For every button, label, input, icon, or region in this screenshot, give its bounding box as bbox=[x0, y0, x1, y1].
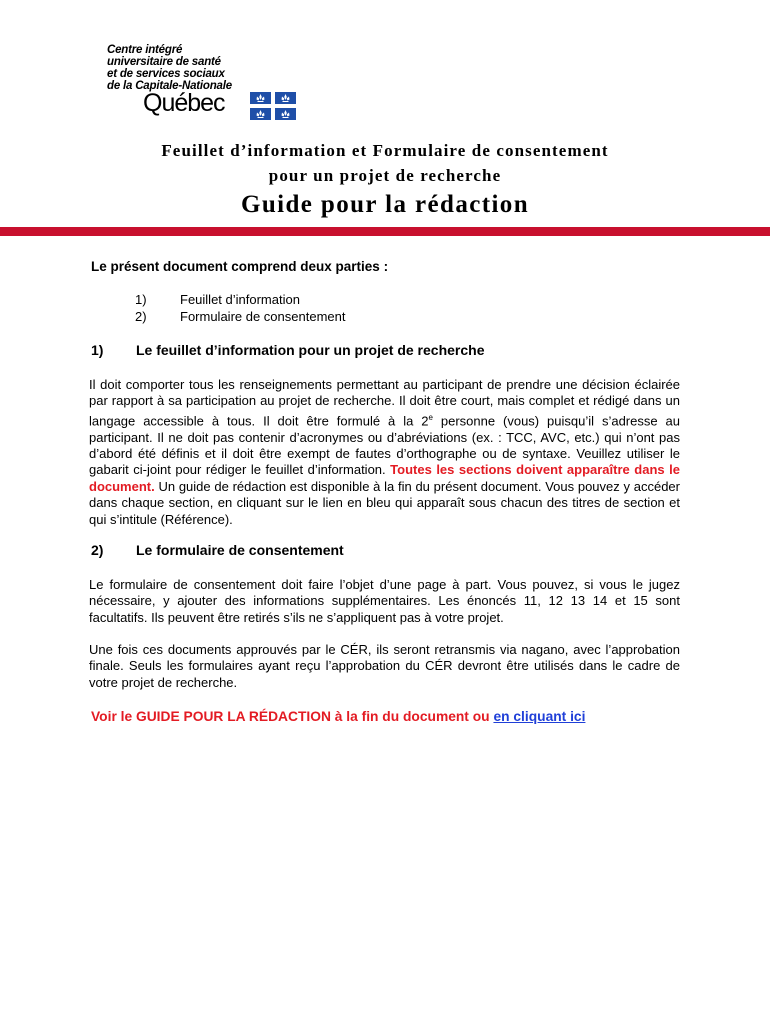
section-1-title: Le feuillet d’information pour un projet de recherche bbox=[136, 342, 485, 358]
part-label: Feuillet d’information bbox=[180, 292, 300, 307]
quebec-flag-icon bbox=[250, 92, 296, 120]
part-number: 2) bbox=[135, 309, 147, 324]
required-sections-notice: Toutes les sections doivent apparaître dans le document. bbox=[89, 462, 680, 494]
organization-logo bbox=[107, 44, 307, 120]
document-title-line-1: Feuillet d’information et Formulaire de consentement bbox=[161, 141, 609, 160]
section-1-number: 1) bbox=[91, 342, 104, 358]
org-name-line-1: Centre intégré bbox=[107, 44, 183, 56]
part-label: Formulaire de consentement bbox=[180, 309, 346, 324]
section-2-number: 2) bbox=[91, 542, 104, 558]
section-1-text-c: Un guide de rédaction est disponible à la fin du présent document. Vous pouvez y accéder dans chaque section, en cliquant sur le lien en bleu qui apparaît sous chacun des titres de section et qui s’intitule (Référence). bbox=[89, 478, 680, 527]
guide-link[interactable]: en cliquant ici bbox=[493, 709, 586, 724]
quebec-wordmark: Québec bbox=[143, 89, 225, 117]
section-2-paragraph-1: Le formulaire de consentement doit faire l’objet d’une page à part. Vous pouvez, si vous le jugez nécessaire, y ajouter des informations supplémentaires. Les énoncés 11, 12 13 14 et 15 sont facultatifs. Ils peuvent être retirés s’ils ne s’appliquent pas à votre projet. bbox=[89, 577, 680, 625]
section-1-text-b: personne (vous) puisqu’il s’adresse au participant. Il ne doit pas contenir d’acronymes ou d’abréviations (ex. : TCC, AVC, etc.) qui n’ont pas d’abord été définis et il doit être exempt de fautes d’orthographe ou de syntaxe. Veuillez utiliser le gabarit ci-joint pour rédiger le feuillet d’information. bbox=[89, 413, 680, 478]
header-red-bar bbox=[0, 227, 770, 236]
guide-title: Guide pour la rédaction bbox=[240, 191, 529, 218]
part-number: 1) bbox=[135, 292, 147, 307]
section-1-heading bbox=[91, 342, 484, 358]
section-1-paragraph bbox=[89, 377, 680, 528]
section-2-heading bbox=[91, 542, 344, 558]
org-name-line-4: de la Capitale-Nationale bbox=[107, 80, 232, 92]
parts-list-item bbox=[135, 308, 345, 325]
guide-reference-text: Voir le GUIDE POUR LA RÉDACTION à la fin du document ou bbox=[91, 709, 494, 724]
org-name-line-2: universitaire de santé bbox=[107, 56, 221, 68]
section-2-title: Le formulaire de consentement bbox=[136, 542, 344, 558]
intro-text: Le présent document comprend deux parties : bbox=[91, 259, 389, 274]
superscript: e bbox=[428, 412, 433, 422]
section-1-text-a: Il doit comporter tous les renseignements permettant au participant de prendre une décision éclairée par rapport à sa participation au projet de recherche. Il doit être court, mais complet et rédigé dans un langage accessible à tous. Il doit être formulé à la 2 bbox=[89, 377, 680, 429]
document-title-line-2: pour un projet de recherche bbox=[268, 166, 502, 185]
parts-list bbox=[135, 291, 345, 325]
guide-reference-line bbox=[91, 709, 585, 724]
parts-list-item bbox=[135, 291, 345, 308]
section-2-paragraph-2: Une fois ces documents approuvés par le CÉR, ils seront retransmis via nagano, avec l’approbation finale. Seuls les formulaires ayant reçu l’approbation du CÉR devront être utilisés dans le cadre de votre projet de recherche. bbox=[89, 642, 680, 690]
org-name-line-3: et de services sociaux bbox=[107, 68, 225, 80]
